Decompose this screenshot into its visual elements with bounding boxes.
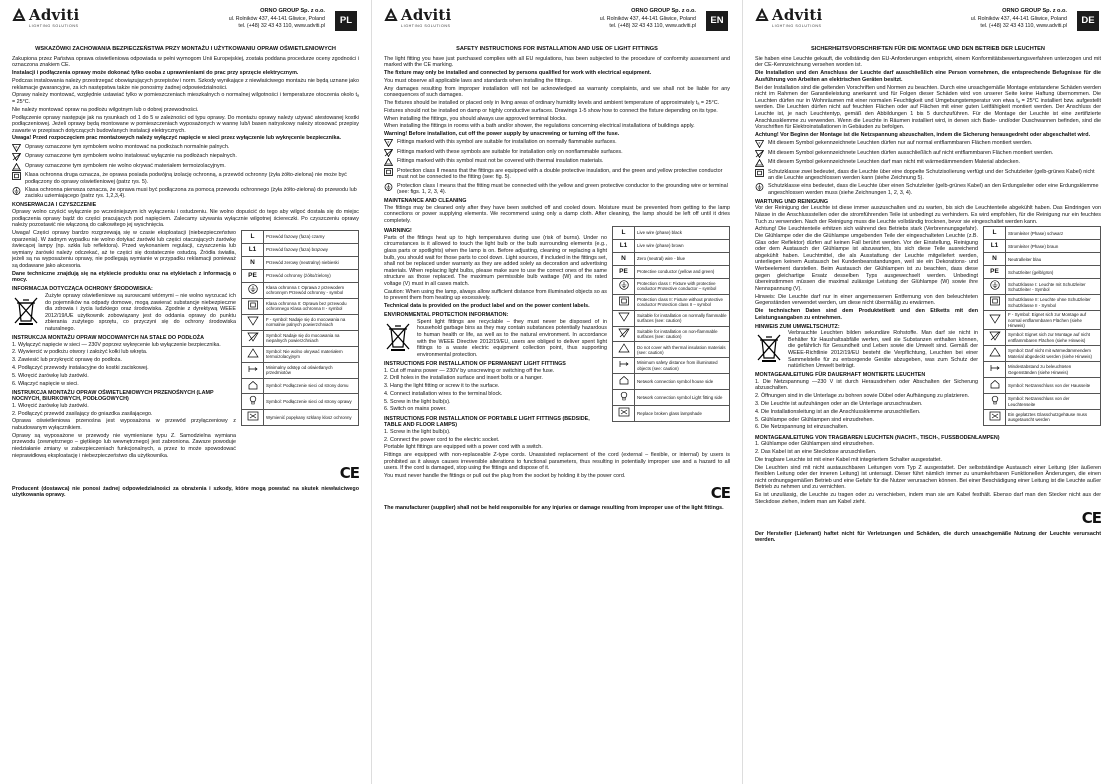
section-heading: INSTRUCTIONS FOR INSTALLATION OF PERMANENT LIGHT FITTINGS	[384, 360, 566, 367]
nonflammable-surface-icon	[755, 150, 764, 158]
section-heading: MONTAGEANLEITUNG VON TRAGBAREN LEUCHTEN (NACHT-, TISCH-, FUSSBODENLAMPEN)	[755, 434, 1000, 441]
brand-tagline: LIGHTING SOLUTIONS	[772, 24, 822, 29]
legend-row	[613, 326, 730, 342]
ce-mark: CE	[339, 464, 359, 483]
legend-row	[984, 266, 1101, 279]
legend-value: Symbol: Nadaje się do mocowania na niepalnych powierzchniach	[264, 330, 359, 346]
legend-key: L1	[613, 239, 635, 252]
symbol-row	[384, 158, 730, 166]
header	[12, 6, 359, 44]
legend-key: N	[613, 252, 635, 265]
broken-glass-icon	[989, 411, 1001, 421]
step: 6. Die Netzspannung ist einzuschalten.	[755, 424, 849, 431]
brand-tagline: LIGHTING SOLUTIONS	[401, 24, 451, 29]
legend-row	[242, 330, 359, 346]
column-de	[742, 0, 1113, 784]
legend-row	[613, 358, 730, 374]
step: 1. Wyłączyć napięcie w sieci — 230V poprzez wykręcenie lub wyłączenie bezpiecznika.	[12, 341, 221, 348]
ce-mark: CE	[710, 483, 730, 502]
brand-name: Adviti	[772, 6, 823, 24]
legend-value: Symbol: Nie wolno okrywać materiałem termoizolacyjnym	[264, 346, 359, 362]
legend-value: Wymienić popękany szklany klosz ochronny	[264, 410, 359, 426]
legend-value: Symbol: Podłączenie sieci od strony oprawy	[264, 394, 359, 410]
symbol-row	[755, 159, 1101, 167]
company-name: ORNO GROUP Sp. z o.o.	[260, 8, 325, 14]
protection-class-2-icon	[755, 169, 764, 177]
step: 4. Connect installation wires to the terminal block.	[384, 390, 503, 397]
step: 1. Wkręcić żarówkę lub żarówki.	[12, 402, 89, 409]
legend-row	[984, 227, 1101, 240]
legend-value: Mindestabstand zu beleuchteten Gegenständen (siehe Hinweis)	[1006, 362, 1101, 378]
legend-row	[242, 346, 359, 362]
ce-mark: CE	[1081, 509, 1101, 528]
section-heading: MONTAGEANLEITUNG FÜR DAUERHAFT MONTIERTE LEUCHTEN	[755, 372, 926, 379]
legend-row	[242, 231, 359, 244]
paragraph: Vor der Reinigung der Leuchte ist diese immer auszuschalten und zu warten, bis sich die Leuchtenteile abgekühlt haben. Das Eindringen von Nässe in die Anschlussstellen oder die stromführenden Teile ist unbedingt zu verhindern. Es wird empfohlen, für die Reinigung nur ein feuchtes Tuch zu verwenden. Nach der Reinigung muss die Leuchte vollständig trocknen, bevor sie eingeschaltet werden kann.	[755, 205, 1101, 225]
legend-row	[242, 298, 359, 314]
legend-row	[613, 390, 730, 406]
section-heading: ENVIRONMENTAL PROTECTION INFORMATION:	[384, 312, 509, 319]
step: 5. Screw in the light bulb(s).	[384, 398, 451, 405]
step: 1. Die Netzspannung —230 V ist durch Herausdrehen oder Abschalten der Sicherung abzuschalten.	[755, 378, 978, 392]
svg-text:F: F	[387, 140, 390, 145]
section-title: SICHERHEITSVORSCHRIFTEN FÜR DIE MONTAGE UND DEN BETRIEB DER LEUCHTEN	[811, 46, 1045, 52]
legend-value: F - symbol: Nadaje się do mocowania na normalnie palnych powierzchniach	[264, 314, 359, 330]
paragraph	[755, 330, 978, 370]
symbol-text: Oprawy oznaczone tym symbolem wolno montować na podłożach normalnie palnych.	[25, 143, 230, 150]
legend-key: PE	[242, 270, 264, 283]
paragraph: Fixtures should not be installed on damp or highly conductive surfaces. Drawings 1-5 show how to connect the fixture depending on its type.	[384, 107, 718, 114]
legend-row	[242, 314, 359, 330]
symbol-text: Schutzklasse eins bedeutet, dass die Leuchte über einen Schutzleiter (gelb-grünes Kabel) an den Erdungsleiter oder eine Erdungsklemme angeschlossen werden muss (siehe Zeichnungen 1, 2, 3, 4).	[768, 183, 1099, 196]
legend-value: Replace broken glass lampshade	[635, 406, 730, 422]
language-badge: EN	[706, 11, 728, 31]
language-badge: PL	[335, 11, 357, 31]
paragraph: Technical data is provided on the product label and on the power content labels.	[384, 303, 590, 310]
company-info	[600, 8, 696, 30]
legend-row	[242, 378, 359, 394]
legend-row	[613, 374, 730, 390]
legend-value: Do not cover with thermal insulation materials (see: caution)	[635, 342, 730, 358]
disclaimer: The manufacturer (supplier) shall not be held responsible for any injuries or damage resulting from improper use of the light fittings.	[384, 504, 724, 511]
house-connection-icon	[989, 379, 1001, 389]
legend-value: Symbol: Darf nicht mit wärmedämmendem Material abgedeckt werden (siehe Hinweis)	[1006, 346, 1101, 362]
symbol-row	[12, 187, 359, 200]
paragraph: Sie haben eine Leuchte gekauft, die vollständig den EU-Anforderungen entspricht, einem Konformitätsbewertungsverfahren unterzogen und mit der CE-Kennzeichnung versehen worden ist.	[755, 55, 1101, 69]
legend-row	[613, 310, 730, 326]
brand-logo	[12, 6, 79, 29]
section-heading: WARTUNG UND REINIGUNG	[755, 198, 829, 205]
legend-value: F - Symbol: Eignet sich zur Montage auf normal entflammbaren Flächen (siehe Hinweis)	[1006, 311, 1101, 330]
legend-key: L1	[242, 244, 264, 257]
paragraph: Fittings are equipped with non-replaceable Z-type cords. Unassisted replacement of the cord (external – flexible, or internal) by users is prohibited as it always causes irreversible alterations to functional parameters, thus resulting in potentially improper use and a hazard to all users. If the cord is damaged, stop using the fittings and dispose of it.	[384, 452, 730, 472]
legend-row	[242, 244, 359, 257]
warning-paragraph: Achtung! Die Leuchtenteile erhitzen sich während des Betriebs stark (Verbrennungsgefahr). Die Glühlampe oder die die Glühlampe umgebenden Teile der eingeschalteten Leuchte (z.B. Glas oder Reflektor) dürfen auf keinen Fall berührt werden. Vor der Einstellung, Reinigung oder dem Austausch der Glühlampe ist abzuwarten, bis sich diese Teile ausreichend abgekühlt haben. Leuchtmittel, die als Ausstattung der Leuchte mitgeliefert werden, unterliegen keinem Austausch bei Kundenbeanstandungen, weil sie ein Dekorations- und Werbeelement darstellen. Beim Austausch der Glühlampen ist zu beachten, dass diese gegen gleichartige Ersatz desselben Typs ausgewechselt werden. Unbedingt übereinstimmen müssen die maximal zulässige Leistung der Glühlampe (W) sowie ihre Nennspannung (V).	[755, 226, 978, 292]
nonflammable-surface-icon	[989, 331, 1001, 341]
step: 2. Das Kabel ist an eine Steckdose anzuschließen.	[755, 449, 877, 456]
legend-value: Przewód fazowy (faza) brązowy	[264, 244, 359, 257]
brand-name: Adviti	[401, 6, 452, 24]
legend-value: Przewód ochronny (żółto/zielony)	[264, 270, 359, 283]
weee-text: Spent light fittings are recyclable – they must never be disposed of in household garbage bins as they may contain substances potentially hazardous to human health or life, as well as to the natural environment. In accordance with the WEEE Directive 2012/19/EU, users are obliged to deliver spent light fittings to a waste electric equipment collection point, thus supporting environmental protection.	[417, 318, 607, 358]
protective-earth-icon	[384, 183, 393, 191]
paragraph: Nie należy montować opraw na podłożu wilgotnym lub o dobrej przewodności.	[12, 106, 199, 113]
paragraph: Oprawy wolno czyścić wyłącznie po wcześniejszym ich wyłączeniu i ostudzeniu. Nie wolno dopuścić do tego aby wilgoć dostała się do miejsc podłączenia oprawy bądź do części pracujących pod napięciem. Zalecamy używania wyłącznie wilgotnej ściereczki. Po czyszczeniu oprawy należy pozostawić nie włączoną do całkowitego jej wyschnięcia.	[12, 209, 359, 229]
legend-value: Live wire (phase) black	[635, 226, 730, 239]
legend-key: PE	[613, 265, 635, 278]
svg-text:F: F	[758, 141, 761, 146]
weee-text: Zużyte oprawy oświetleniowe są surowcami wtórnymi – nie wolno wyrzucać ich do pojemników na odpady domowe, mogą zawierać substancje niebezpieczne dla zdrowia i życia ludzkiego oraz środowiska. Zgodnie z dyrektywą WEEE 2012/19/UE użytkownik zobowiązany jest do oddania oprawy do punktu zbierania zużytego sprzętu, co przyczyni się do ochrony środowiska naturalnego.	[45, 293, 236, 332]
legend-value: Protection class II: Fixture without protective conductor Protection class II – symbol	[635, 294, 730, 310]
symbol-row	[755, 169, 1101, 182]
company-address: ul. Rolników 437, 44-141 Gliwice, Poland	[599, 15, 696, 22]
legend-value: Network connection symbol house side	[635, 374, 730, 390]
paragraph: Any damages resulting from improper installation will not be acknowledged as warranty complaints, and we shall not be liable for any consequences of such damages.	[384, 85, 730, 99]
broken-glass-icon	[247, 411, 259, 421]
legend-value: Suitable for installation on normally flammable surfaces (see: caution)	[635, 310, 730, 326]
section-heading: INSTRUKCJA MONTAŻU OPRAW OŚWIETLENIOWYCH PRZENOŚNYCH (LAMP NOCNYCH, BIURKOWYCH, PODŁOGOWYCH)	[12, 389, 214, 403]
symbol-text: Mit diesem Symbol gekennzeichnete Leuchten darf man nicht mit wärmedämmendem Material abdecken.	[768, 159, 1020, 165]
weee-bin-icon	[384, 321, 412, 351]
house-connection-icon	[618, 375, 630, 385]
section-heading: WARNING!	[384, 228, 412, 235]
legend-value: Schutzklasse I: Leuchte mit Schutzleiter Schutzleiter - Symbol	[1006, 279, 1101, 295]
symbol-row	[384, 168, 730, 181]
protection-class-2-icon	[384, 168, 393, 176]
legend-row	[613, 226, 730, 239]
step: 2. Drill holes in the installation surface and insert bolts or a hanger.	[384, 375, 543, 382]
legend-value: Minimum safety distance from illuminated objects (see: caution)	[635, 358, 730, 374]
content-with-legend	[384, 226, 730, 452]
symbol-row	[384, 149, 730, 157]
symbol-row	[755, 183, 1101, 196]
legend-value: Schutzleiter (gelb/grün)	[1006, 266, 1101, 279]
double-square-icon	[989, 296, 1001, 306]
symbol-text: Fittings marked with this symbol are suitable for installation on normally flammable surfaces.	[397, 139, 617, 146]
paragraph: You must observe all applicable laws and standards when installing the fittings.	[384, 77, 572, 84]
nonflammable-surface-icon	[12, 153, 21, 161]
symbol-text: Fittings marked with this symbol must not be covered with thermal insulation materials.	[397, 158, 604, 165]
paragraph: Oprawy są wyposażone w przewody nie wymieniane typu Z. Samodzielna wymiana przewodu (zewnętrznego – giętkiego lub wewnętrznego) jest zabroniona. Zawsze powoduje niedziałanie zmiany w zabezpieczeniach funkcjonalnych, a przez to może spowodować nieprawidłową eksploatację i niebezpieczeństwo dla użytkownika.	[12, 432, 236, 459]
header	[755, 6, 1101, 44]
legend-value: Klasa ochronna I: Oprawa z przewodem ochronnym Przewód ochronny - symbol	[264, 283, 359, 299]
lamp-connection-icon	[247, 395, 259, 405]
symbol-row	[755, 150, 1101, 158]
earth-symbol-icon	[247, 284, 259, 294]
step: 2. Podłączyć przewód zasilający do gniazdka zasilającego.	[12, 410, 153, 417]
warning-paragraph: Uwaga! Przed rozpoczęciem prac montażowych należy wyłączyć napięcie w sieci przez wyłączenie lub wykręcenie bezpiecznika.	[12, 135, 341, 142]
legend-value: Symbol: Eignet sich zur Montage auf nicht entflammbaren Flächen (siehe Hinweis)	[1006, 330, 1101, 346]
company-name: ORNO GROUP Sp. z o.o.	[1002, 8, 1067, 14]
flammable-surface-icon	[989, 314, 1001, 324]
no-insulation-icon	[618, 343, 630, 353]
section-heading: INFORMACJA DOTYCZĄCA OCHRONY ŚRODOWISKA:	[12, 286, 153, 293]
section-heading: INSTRUKCJA MONTAŻU OPRAW MOCOWANYCH NA STAŁE DO PODŁOŻA	[12, 335, 204, 342]
disclaimer: Der Hersteller (Lieferant) haftet nicht für Verletzungen und Schäden, die durch unsachgemäße Nutzung der Leuchte verursacht werden.	[755, 530, 1101, 544]
disclaimer: Producent (dostawca) nie ponosi żadnej odpowiedzialności za obrażenia i szkody, które mogą powstać na skutek niewłaściwego użytkowania oprawy.	[12, 485, 359, 499]
symbol-text: Protection class I means that the fitting must be connected with the yellow and green protective conductor to the grounding wire or terminal (see: figs. 1, 2, 3, 4).	[397, 182, 728, 196]
legend-value: Protection class I: Fixture with protective conductor Protective conductor – symbol	[635, 278, 730, 294]
distance-icon	[618, 359, 630, 369]
step: 6. Włączyć napięcie w sieci.	[12, 380, 79, 387]
legend-row	[984, 311, 1101, 330]
house-connection-icon	[247, 380, 259, 390]
no-insulation-icon	[247, 348, 259, 358]
protection-class-2-icon	[12, 172, 21, 180]
legend-value: Schutzklasse II: Leuchte ohne Schutzleiter Schutzklasse II - Symbol	[1006, 295, 1101, 311]
symbol-row	[12, 163, 359, 171]
lamp-connection-icon	[618, 391, 630, 401]
brand-tagline: LIGHTING SOLUTIONS	[29, 24, 79, 29]
column-pl	[0, 0, 371, 784]
distance-icon	[989, 363, 1001, 373]
step: 5. Glühlampe oder Glühlampen sind einzudrehen.	[755, 416, 874, 423]
content-with-legend	[12, 230, 359, 460]
symbol-text: Oprawy oznaczone tym symbolem wolno instalować wyłącznie na podłożach niepalnych.	[25, 153, 237, 160]
wire-legend-table	[241, 230, 359, 426]
flammable-surface-icon	[755, 140, 764, 148]
legend-row	[242, 257, 359, 270]
distance-icon	[247, 364, 259, 374]
company-info	[971, 8, 1067, 30]
legend-value: Minimalny odstęp od oświetlanych przedmiotów	[264, 362, 359, 378]
paragraph: Es ist unzulässig, die Leuchte zu tragen oder zu verschieben, indem man sie am Kabel festhält. Ebenso darf man den Stecker nicht aus der Steckdose ziehen, indem man am Kabel zieht.	[755, 492, 1101, 505]
legend-value: Protective conductor (yellow and green)	[635, 265, 730, 278]
paragraph: The light fitting you have just purchased complies with all EU regulations, has been subjected to the procedure of conformity assessment and marked with the CE marking.	[384, 55, 730, 69]
paragraph: Zakupiona przez Państwa oprawa oświetleniowa odpowiada w pełni wymogom Unii Europejskiej, została poddana procedurze oceny zgodności i oznaczona znakiem CE.	[12, 55, 359, 69]
protective-earth-icon	[755, 183, 764, 191]
legend-key: L1	[984, 240, 1006, 253]
symbol-text: Fittings marked with these symbols are suitable for installation only on nonflammable surfaces.	[397, 148, 623, 155]
paragraph: When installing the fittings in rooms with a bath and/or shower, the regulations concerning electrical installations of buildings apply.	[384, 123, 695, 130]
paragraph	[384, 319, 607, 359]
step: 2. Wywiercić w podłożu otwory i założyć kołki lub wkręta.	[12, 349, 148, 356]
legend-row	[242, 410, 359, 426]
weee-bin-icon	[12, 295, 40, 325]
double-square-icon	[247, 300, 259, 310]
step: 4. Podłączyć przewody instalacyjne do kostki zaciskowej.	[12, 365, 149, 372]
section-title: SAFETY INSTRUCTIONS FOR INSTALLATION AND USE OF LIGHT FITTINGS	[456, 46, 658, 52]
paragraph: Die technischen Daten sind dem Produktetikett und den Etiketts mit den Leistungsangaben zu entnehmen.	[755, 307, 978, 321]
logo-mark-icon	[384, 8, 398, 22]
earth-symbol-icon	[989, 280, 1001, 290]
legend-value: Stromleiter (Phase) braun	[1006, 240, 1101, 253]
step: 3. Die Leuchte ist aufzuhängen oder an die Unterlage anzuschrauben.	[755, 401, 923, 408]
legend-row	[242, 270, 359, 283]
legend-value: Symbol: Netzanschluss von der Hausseite	[1006, 378, 1101, 394]
section-heading: KONSERWACJA I CZYSZCZENIE	[12, 202, 97, 209]
legend-value: Ein geplatztes Glasschutzgehäuse muss ausgetauscht werden	[1006, 410, 1101, 426]
brand-logo	[384, 6, 451, 29]
broken-glass-icon	[618, 407, 630, 417]
symbol-row	[384, 139, 730, 147]
earth-symbol-icon	[618, 280, 630, 290]
language-badge: DE	[1077, 11, 1099, 31]
legend-row	[613, 278, 730, 294]
protective-earth-icon	[12, 187, 21, 195]
step: 2. Öffnungen sind in die Unterlage zu bohren sowie Dübel oder Aufhängung zu platzieren.	[755, 393, 970, 400]
logo-mark-icon	[755, 8, 769, 22]
step: 1. Cut off mains power — 230V by unscrewing or switching off the fuse.	[384, 367, 555, 374]
paragraph: Caution: When using the lamp, always allow sufficient distance from illuminated objects so as to prevent them from heating up excessively.	[384, 288, 607, 302]
step: 4. Die Installationsleitung ist an die Anschlussklemme anzuschließen.	[755, 408, 921, 415]
legend-row	[613, 294, 730, 310]
symbol-text: Oprawy oznaczone tym symbolem nie wolno okrywać materiałem termoizolacyjnym.	[25, 162, 226, 169]
nonflammable-surface-icon	[618, 328, 630, 338]
company-name: ORNO GROUP Sp. z o.o.	[631, 8, 696, 14]
company-address: ul. Rolników 437, 44-141 Gliwice, Poland	[970, 15, 1067, 22]
no-insulation-icon	[12, 163, 21, 171]
legend-value: Symbol: Netzanschluss von der Leuchtenseite	[1006, 394, 1101, 410]
paragraph: Podłączenie oprawy następuje jak na rysunkach od 1 do 5 w zależności od typu oprawy. Do montażu oprawy należy używać atestowanej kostki podłączeniowej. Jeżeli oprawy będą montowane w pomieszczeniach wyposażonych w wannę lub/i basen natryskowy należy stosować przepisy zawarte w przepisach dotyczących budowlanych instalacji elektrycznych.	[12, 114, 359, 134]
symbol-text: Mit diesem Symbol gekennzeichnete Leuchten dürfen nur auf normal entflammbaren Flächen montiert werden.	[768, 140, 1033, 146]
legend-row	[984, 295, 1101, 311]
legend-value: Symbol: Podłączenie sieci od strony domu	[264, 378, 359, 394]
paragraph: Parts of the fittings heat up to high temperatures during use (risk of burns). Under no circumstances is it allowed to touch the light bulb or the bulb surrounding elements (e.g., glass parts or spotlights) when the lamp is on. Before adjusting, cleaning or replacing a light bulb, you should wait for those parts to cool down. Light sources, if included in the fittings set, shall not be replaced under warranty as they are added solely as decoration and advertising materials. When replacing light bulbs, please make sure to use the correct ones of the same structure as those replaced. The maximum permissible bulb wattage (W) and its rated voltage (V) must in all cases match.	[384, 234, 607, 288]
step: 1. Screw in the light bulb(s).	[384, 428, 451, 435]
legend-row	[242, 283, 359, 299]
double-square-icon	[618, 296, 630, 306]
section-title: WSKAZÓWKI ZACHOWANIA BEZPIECZEŃSTWA PRZY MONTAŻU I UŻYTKOWANIU OPRAW OŚWIETLENIOWYCH	[35, 46, 336, 52]
flammable-surface-icon	[618, 312, 630, 322]
legend-row	[984, 253, 1101, 266]
legend-row	[613, 239, 730, 252]
legend-key: PE	[984, 266, 1006, 279]
paragraph: When installing the fittings, you should always use approved terminal blocks.	[384, 115, 567, 122]
svg-text:F: F	[15, 144, 18, 149]
paragraph: The fixtures should be installed or placed only in living areas of ordinary humidity levels and ambient temperature of approximately tₐ = 25°C.	[384, 100, 720, 107]
no-insulation-icon	[755, 159, 764, 167]
no-insulation-icon	[989, 347, 1001, 357]
symbol-row	[384, 183, 730, 196]
section-heading: HINWEIS ZUM UMWELTSCHUTZ:	[755, 323, 840, 330]
legend-row	[984, 279, 1101, 295]
symbol-text: Protection class II means that the fittings are equipped with a double protective insulation, and the green and yellow protective conductor must not be connected to the fitting (see: fig. 5).	[397, 167, 723, 181]
warning-paragraph: Warning! Before installation, cut off the power supply by unscrewing or turning off the fuse.	[384, 131, 620, 138]
legend-row	[984, 240, 1101, 253]
legend-key: N	[984, 253, 1006, 266]
legend-value: Stromleiter (Phase) schwarz	[1006, 227, 1101, 240]
step: 1. Glühlampe oder Glühlampen sind einzudrehen.	[755, 441, 874, 448]
step: 6. Switch on mains power.	[384, 406, 447, 413]
step: 5. Wkręcić żarówkę lub żarówki.	[12, 372, 89, 379]
paragraph: The fixture may only be installed and connected by persons qualified for work with electrical equipment.	[384, 70, 652, 77]
company-tel: tel. (+48) 32 43 43 110, www.adviti.pl	[238, 22, 325, 29]
brand-logo	[755, 6, 822, 29]
legend-row	[984, 378, 1101, 394]
company-tel: tel. (+48) 32 43 43 110, www.adviti.pl	[609, 22, 696, 29]
section-heading: INSTRUCTIONS FOR INSTALLATION OF PORTABLE LIGHT FITTINGS (BEDSIDE, TABLE AND FLOOR LAMPS)	[384, 415, 590, 429]
symbol-row	[12, 144, 359, 152]
company-address: ul. Rolników 437, 44-141 Gliwice, Poland	[228, 15, 325, 22]
step: 2. Connect the power cord to the electric socket.	[384, 436, 500, 443]
column-en	[371, 0, 742, 784]
paragraph: Instalacji i podłączenia oprawy może dokonać tylko osoba z uprawnieniami do prac przy sprzęcie elektrycznym.	[12, 70, 299, 77]
company-tel: tel. (+48) 32 43 43 110, www.adviti.pl	[980, 22, 1067, 29]
legend-value: Klasa ochronna II: Oprawa bez przewodu ochronnego Klasa ochronna II - symbol	[264, 298, 359, 314]
symbol-text: Klasa ochronna pierwsza oznacza, że oprawa musi być podłączona za pomocą przewodu ochronnego (żyła żółto-zielona) do przewodu lub zacisku uziemiającego (patrz rys. 1,2,3,4).	[25, 186, 357, 200]
symbol-text: Mit diesem Symbol gekennzeichnete Leuchten dürfen ausschließlich auf nicht entflammbaren Flächen montiert werden.	[768, 149, 1054, 156]
legend-row	[984, 394, 1101, 410]
legend-row	[984, 346, 1101, 362]
paragraph: You must never handle the fittings or pull out the plug from the socket by holding it by the power cord.	[384, 473, 626, 480]
legend-value: Suitable for installation on non-flammable surfaces (see: caution)	[635, 326, 730, 342]
paragraph: Oprawy należy montować, względnie ustawiać tylko w pomieszczeniach mieszkalnych o normalnej wilgotności i temperaturze otoczenia około tₐ = 25°C.	[12, 92, 359, 105]
legend-value: Przewód fazowy (faza) czarny	[264, 231, 359, 244]
paragraph: The fittings may be cleaned only after they have been switched off and cooled down. Moisture must be prevented from getting to the lamp connections or power supplying elements. We recommend using only a damp cloth. After cleaning, the lamp should be left off until it dries completely.	[384, 204, 730, 224]
weee-text: Verbrauchte Leuchten bilden sekundäre Rohstoffe. Man darf sie nicht in Behälter für Haushaltsabfälle werfen, weil sie Substanzen enthalten können, die gefährlich für Gesundheit und Leben sowie die Umwelt sind. Gemäß der WEEE-Richtlinie 2012/19/EU besteht die Verpflichtung, Leuchten bei einer Sammelstelle für zu entsorgende Geräte abzugeben, was zum Schutz der natürlichen Umwelt beiträgt.	[788, 330, 978, 370]
paragraph: Portable light fittings are equipped with a power cord with a switch.	[384, 444, 543, 451]
paragraph: Podczas instalowania należy przestrzegać obowiązujących przepisów i norm. Szkody wynikające z niewłaściwego montażu nie będą uznane jako reklamacje gwarancyjne, za ich następstwa także nie ponosimy żadnej odpowiedzialności.	[12, 77, 359, 91]
flammable-surface-icon	[247, 316, 259, 326]
step: 3. Hang the light fitting or screw it to the surface.	[384, 383, 500, 390]
lamp-connection-icon	[989, 395, 1001, 405]
flammable-surface-icon	[12, 144, 21, 152]
legend-row	[242, 394, 359, 410]
flammable-surface-icon	[384, 139, 393, 147]
paragraph: Dane techniczne znajdują się na etykiecie produktu oraz na etykietach z informacją o mocy.	[12, 270, 236, 284]
symbol-row	[755, 140, 1101, 148]
paragraph: Hinweis: Die Leuchte darf nur in einer angemessenen Entfernung von den beleuchteten Gegenständen verwendet werden, um diese nicht übermäßig zu erwärmen.	[755, 293, 978, 307]
legend-row	[613, 265, 730, 278]
paragraph: Oprawa oświetleniowa przenośna jest wyposażona w przewód przyłączeniowy z nabudowanym wyłącznikiem.	[12, 418, 236, 432]
weee-bin-icon	[755, 332, 783, 362]
symbol-row	[12, 172, 359, 185]
symbol-text: Schutzklasse zwei bedeutet, dass die Leuchte über eine doppelte Schutzisolierung verfügt und der Schutzleiter (gelb-grünes Kabel) nicht an die Leuchte angeschlossen werden kann (siehe Zeichnung 5).	[768, 168, 1095, 182]
legend-row	[242, 362, 359, 378]
legend-value: Neutralleiter blau	[1006, 253, 1101, 266]
warning-paragraph: Achtung! Vor Beginn der Montage ist die Netzspannung abzuschalten, indem die Sicherung herausgedreht oder abgeschaltet wird.	[755, 131, 1091, 138]
paragraph: Die Installation und den Anschluss der Leuchte darf ausschließlich eine Person vornehmen, die entsprechende Befugnisse für die Ausführung von Arbeiten an elektrischen Geräten besitzt.	[755, 70, 1101, 83]
warning-paragraph: Uwaga! Części oprawy bardzo rozgrzewają się w czasie eksploatacji (niebezpieczeństwo oparzenia). W żadnym wypadku nie wolno dotykać żarówki lub części otaczających żarówkę świecącej lampy (np. szkła lub reflektora). Przed wykonaniem regulacji, czyszczenia lub wymiany żarówki należy odczekać, aż te części się dostatecznie ostudzą. Źródła światła, jeżeli są na wyposażeniu oprawy, nie podlegają wymianie w przypadku reklamacji ponieważ są dodawane jako akcesoria.	[12, 230, 236, 269]
nonflammable-surface-icon	[247, 332, 259, 342]
paragraph: Die Leuchten sind mit nicht austauschbaren Leitungen vom Typ Z ausgestattet. Der selbstständige Austausch einer Leitung (der äußeren flexiblen Leitung oder der inneren Leitung) ist untersagt. Dieser führt nämlich immer zu unumkehrbaren Funktionellen Änderungen, die einen nicht ordnungsgemäßen Betrieb und eine Gefahr für die Nutzer verursachen können. Bei einer Beschädigung einer Leitung ist die Leuchte außer Betrieb zu nehmen und zu vernichten.	[755, 464, 1101, 491]
section-heading: MAINTENANCE AND CLEANING	[384, 198, 467, 205]
step: 3. Zawiesić lub przykręcić oprawę do podłoża.	[12, 357, 122, 364]
legend-row	[984, 330, 1101, 346]
paragraph: Bei der Installation sind die geltenden Vorschriften und Normen zu beachten. Durch eine unsachgemäße Montage entstandene Schäden werden nicht im Rahmen der Garantieleistung anerkannt und für Folgen dieser Schäden wird von unserer Seite keine Haftung übernommen. Die Leuchten dürfen nur in Wohnräumen mit einer normalen Feuchtigkeit und Umgebungstemperatur von etwa tₐ = 25°C installiert bzw. aufgestellt werden. Die Leuchten dürfen nicht auf feuchten Flächen oder auf Flächen mit einer guten Leitfähigkeit montiert werden. Der Anschluss der Leuchte ist, je nach Leuchtentyp, gemäß den Abbildungen 1 bis 5 durchzuführen. Für die Montage der Leuchte ist eine zertifizierte Anschlussklemme zu verwenden. Wenn die Leuchte in Räumen installiert wird, in denen sich Bade- und/oder Duschwannen befinden, sind die Vorschriften für Elektroinstallationen in Gebäuden zu befolgen.	[755, 84, 1101, 131]
content-with-legend	[755, 226, 1101, 432]
brand-name: Adviti	[29, 6, 80, 24]
legend-row	[984, 362, 1101, 378]
nonflammable-surface-icon	[384, 149, 393, 157]
legend-row	[613, 406, 730, 422]
paragraph: Die tragbare Leuchte ist mit einer Kabel mit integriertem Schalter ausgestattet.	[755, 456, 942, 463]
paragraph	[12, 293, 236, 333]
header	[384, 6, 730, 44]
legend-key: N	[242, 257, 264, 270]
legend-value: Live wire (phase) brown	[635, 239, 730, 252]
legend-row	[984, 410, 1101, 426]
legend-value: Zero (neutral) wire - blue	[635, 252, 730, 265]
legend-key: L	[613, 226, 635, 239]
legend-key: L	[984, 227, 1006, 240]
logo-mark-icon	[12, 8, 26, 22]
legend-row	[613, 342, 730, 358]
legend-value: Network connection symbol Light fitting side	[635, 390, 730, 406]
company-info	[229, 8, 325, 30]
wire-legend-table	[983, 226, 1101, 426]
symbol-text: Klasa ochronna druga oznacza, że oprawa posiada podwójną izolację ochronną, a przewód ochronny (żyła żółto-zielona) nie może być podłączony do oprawy oświetleniowej (patrz rys. 5).	[25, 172, 347, 185]
legend-key: L	[242, 231, 264, 244]
symbol-row	[12, 153, 359, 161]
legend-value: Przewód zerowy (neutralny) niebieski	[264, 257, 359, 270]
legend-row	[613, 252, 730, 265]
no-insulation-icon	[384, 158, 393, 166]
wire-legend-table	[612, 226, 730, 422]
